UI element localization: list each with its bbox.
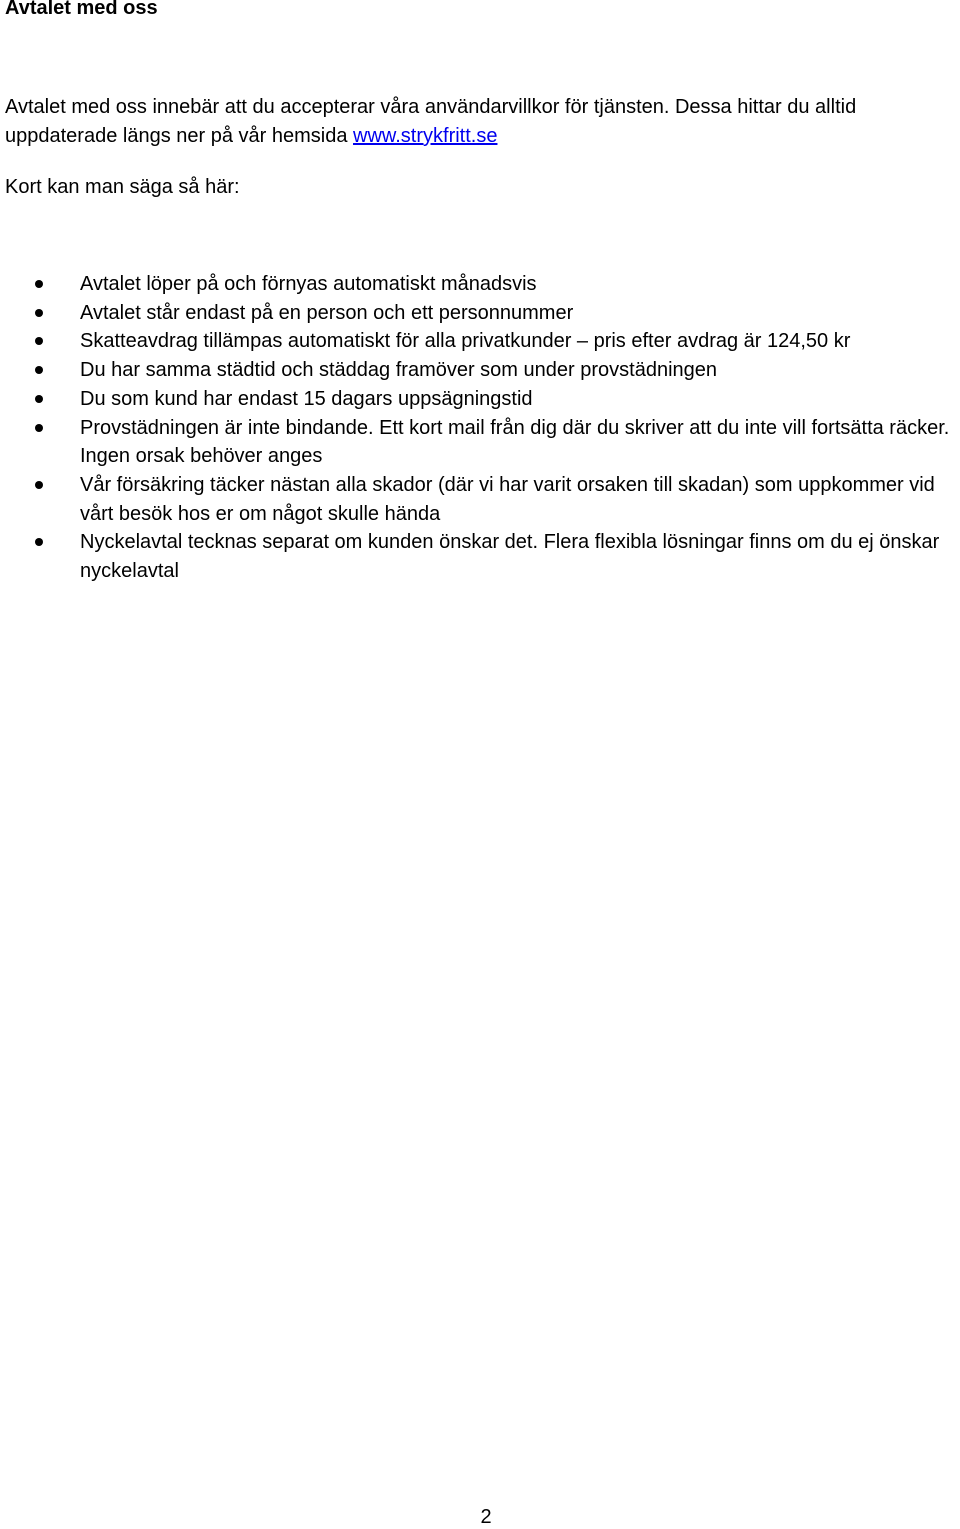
- intro-paragraph: [5, 93, 945, 151]
- list-item: [0, 356, 960, 385]
- bullet-icon: [35, 395, 43, 403]
- list-item-text: Nyckelavtal tecknas separat om kunden önskar det. Flera flexibla lösningar finns om du ej önskar nyckelavtal: [80, 531, 940, 583]
- list-item-text: Skatteavdrag tillämpas automatiskt för alla privatkunder – pris efter avdrag är 124,50 kr: [80, 330, 851, 353]
- list-item-text: Avtalet står endast på en person och ett personnummer: [80, 301, 574, 324]
- list-item-text: Avtalet löper på och förnyas automatiskt månadsvis: [80, 273, 537, 295]
- list-item: [0, 299, 960, 328]
- bullet-icon: [35, 424, 43, 432]
- terms-list: [0, 270, 960, 586]
- website-link[interactable]: www.strykfritt.se: [353, 125, 498, 147]
- list-item: [0, 471, 960, 528]
- list-item-text: Vår försäkring täcker nästan alla skador (där vi har varit orsaken till skadan) som uppkommer vid vårt besök hos er om något skulle hända: [80, 473, 935, 525]
- page-number: 2: [480, 1506, 492, 1528]
- bullet-icon: [35, 366, 43, 374]
- bullet-icon: [35, 280, 43, 288]
- list-item: [0, 414, 960, 471]
- list-item-text: Provstädningen är inte bindande. Ett kort mail från dig där du skriver att du inte vill fortsätta räcker. Ingen orsak behöver anges: [80, 416, 950, 468]
- list-item-text: Du har samma städtid och städdag framöver som under provstädningen: [80, 359, 718, 382]
- bullet-icon: [35, 481, 43, 489]
- list-item: [0, 270, 960, 299]
- intro-text: Avtalet med oss innebär att du accepterar våra användarvillkor för tjänsten. Dessa hittar du alltid uppdaterade längs ner på vår hemsida: [5, 96, 857, 147]
- bullet-icon: [35, 337, 43, 345]
- page-title: Avtalet med oss: [5, 0, 158, 19]
- summary-lead: Kort kan man säga så här:: [5, 176, 240, 198]
- list-item: [0, 385, 960, 414]
- list-item-text: Du som kund har endast 15 dagars uppsägningstid: [80, 387, 533, 410]
- bullet-icon: [35, 309, 43, 317]
- list-item: [0, 327, 960, 356]
- bullet-icon: [35, 538, 43, 546]
- list-item: [0, 528, 960, 585]
